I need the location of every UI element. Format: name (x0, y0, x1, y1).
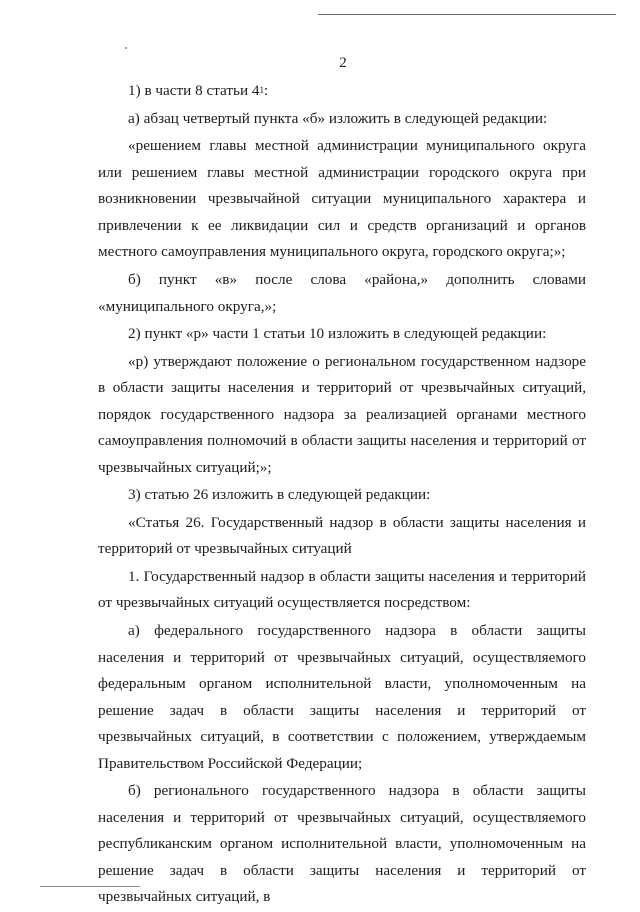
paragraph-item-a: а) абзац четвертый пункта «б» изложить в следующей редакции: (128, 109, 548, 127)
article-subpoint-a: а) федерального государственного надзора в области защиты населения и территорий от чрезвычайных ситуаций, осуществляемого федеральным органом исполнительной власти, уполномоченным на решение задач в области защиты населения и территорий от чрезвычайных ситуаций, в соответствии с положением, утверждаемым Правительством Российской Федерации; (98, 622, 586, 772)
scan-speck (125, 47, 127, 49)
paragraph-item-b: б) пункт «в» после слова «района,» дополнить словами «муниципального округа,»; (98, 271, 586, 315)
page-number: 2 (339, 55, 347, 71)
bottom-rule (40, 886, 140, 887)
paragraph-text: 1) в части 8 статьи 4 (128, 82, 260, 99)
article-subpoint-b: б) регионального государственного надзора в области защиты населения и территорий от чрезвычайных ситуаций, осуществляемого республиканским органом исполнительной власти, уполномоченным на решение задач в области защиты населения и территорий от чрезвычайных ситуаций, в (98, 782, 586, 906)
paragraph-quote-1: «решением главы местной администрации муниципального округа или решением главы местной администрации городского округа при возникновении чрезвычайной ситуации муниципального характера и привлечении к ее ликвидации сил и средств организаций и органов местного самоуправления муниципального округа, городского округа;»; (98, 137, 586, 261)
article-point-1: 1. Государственный надзор в области защиты населения и территорий от чрезвычайных ситуаций осуществляется посредством: (98, 567, 586, 612)
paragraph-quote-2: «р) утверждают положение о региональном государственном надзоре в области защиты населения и территорий от чрезвычайных ситуаций, порядок государственного надзора за реализацией органами местного самоуправления полномочий в области защиты населения и территорий от чрезвычайных ситуаций;»; (98, 352, 586, 476)
paragraph-item-2: 2) пункт «р» части 1 статьи 10 изложить в следующей редакции: (128, 325, 547, 343)
paragraph-item-3: 3) статью 26 изложить в следующей редакции: (128, 486, 431, 504)
top-rule (318, 14, 616, 15)
article-heading: «Статья 26. Государственный надзор в области защиты населения и территорий от чрезвычайных ситуаций (98, 513, 586, 558)
superscript: 1 (259, 85, 264, 95)
document-body (98, 78, 586, 912)
paragraph-item-1 (98, 78, 586, 105)
paragraph-tail: : (263, 82, 269, 99)
